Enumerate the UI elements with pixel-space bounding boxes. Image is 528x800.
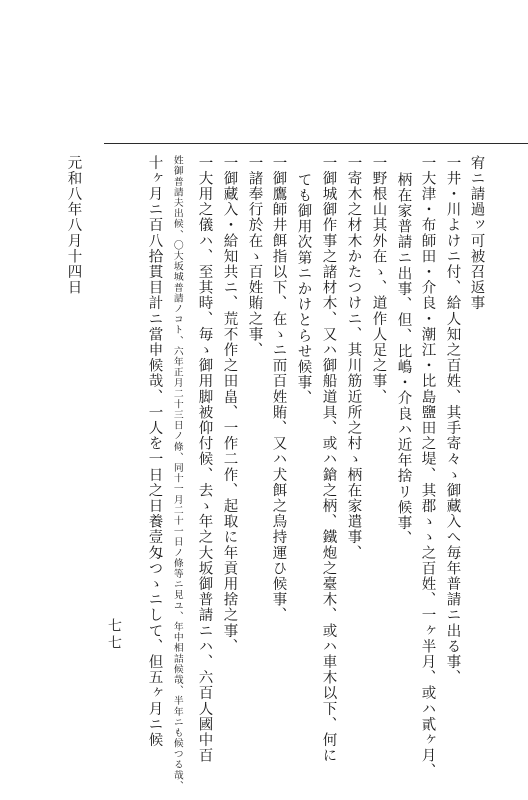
horizontal-rule <box>104 143 528 144</box>
text-column-13: 姓御普請夫出候、〇大坂城普請ノコト、六年正月二十三日ノ條、同十一月二十一日ノ條等ニ見ユ、年中相詰候哉、半年ニも候つる哉、 <box>171 155 183 791</box>
text-column-3: 一大津・布師田・介良・潮江・比島鹽田之堤、其郡ゝゝ之百姓、一ヶ半月、或ハ貳ヶ月、 <box>419 155 436 779</box>
text-column-11: 一御藏入・給知共ニ、荒不作之田畠、一作二作、起取に年貢用捨之事、 <box>221 155 238 655</box>
date-line: 元和八年八月十四日 <box>65 155 82 296</box>
text-column-7: 一御城御作事之諸材木、又ハ御船道具、或ハ鎗之柄、鐵炮之臺木、或ハ車木以下、何に <box>320 155 337 764</box>
text-column-5: 一野根山其外在ゝ、道作人足之事、 <box>370 155 387 405</box>
text-column-4: 柄在家普請ニ出事、但、比嶋・介良ハ近年捨リ候事、 <box>395 172 412 547</box>
text-column-9: 一御鷹師井餌指以下、在ゝニ而百姓賄、又ハ犬餌之鳥持運ひ候事、 <box>270 155 287 623</box>
text-column-6: 一寄木之材木かたつけニ、其川筋近所之村ゝ柄在家遣事、 <box>345 155 362 561</box>
text-column-1: 宥ニ請過ッ可被召返事 <box>468 155 485 311</box>
text-column-12: 一大用之儀ハ、至其時、毎ゝ御用脚被仰付候、去ゝ年之大坂御普請ニハ、六百人國中百 <box>196 155 213 764</box>
text-column-14: 十ヶ月ニ百八拾貫目計ニ當申候哉、一人を一日之日養壹匁つゝニして、但五ヶ月ニ候 <box>146 155 163 748</box>
page-number: 七七 <box>106 618 122 652</box>
text-column-2: 一井・川よけニ付、給人知之百姓、其手寄々ゝ御藏入へ毎年普請ニ出る事、 <box>444 155 461 686</box>
text-column-10: 一諸奉行於在ゝ百姓賄之事、 <box>246 155 263 358</box>
text-column-8: ても御用次第ニかけとらせ候事、 <box>295 172 312 406</box>
